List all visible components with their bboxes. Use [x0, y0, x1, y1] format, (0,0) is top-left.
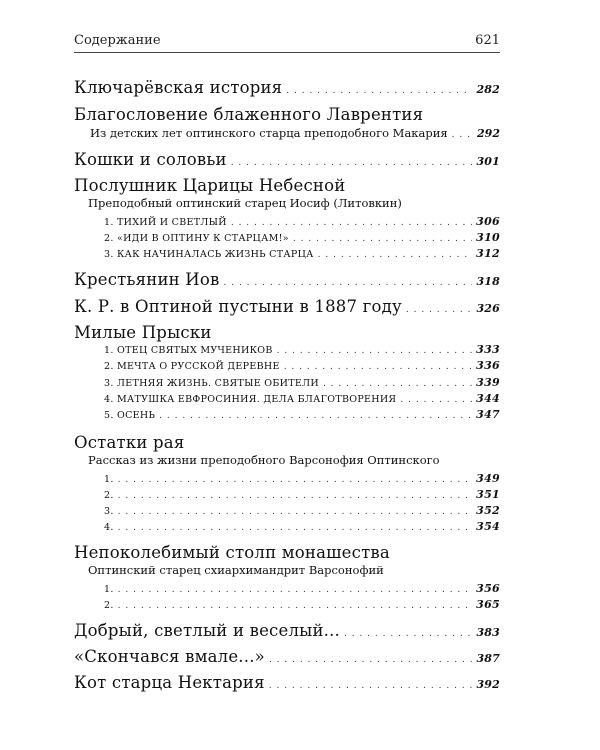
item-page: 352 — [476, 504, 500, 517]
leader-dots — [323, 379, 472, 389]
leader-dots — [159, 411, 472, 421]
item-title: 1. ОТЕЦ СВЯТЫХ МУЧЕНИКОВ — [104, 345, 273, 356]
toc-item[interactable] — [104, 215, 500, 228]
item-title: 5. ОСЕНЬ — [104, 410, 156, 421]
leader-dots — [452, 130, 472, 140]
item-title: 1. ТИХИЙ И СВЕТЛЫЙ — [104, 217, 227, 228]
leader-dots — [400, 395, 472, 405]
leader-dots — [269, 681, 472, 691]
leader-dots — [118, 475, 472, 485]
entry-subtitle: Рассказ из жизни преподобного Варсонофия Оптинского — [88, 453, 440, 467]
leader-dots — [293, 234, 472, 244]
leader-dots — [269, 655, 472, 665]
toc-item[interactable] — [104, 408, 500, 421]
leader-dots — [231, 218, 472, 228]
item-title: 3. ЛЕТНЯЯ ЖИЗНЬ. СВЯТЫЕ ОБИТЕЛИ — [104, 378, 319, 389]
item-page: 356 — [476, 582, 500, 595]
toc-entry[interactable] — [74, 673, 500, 692]
entry-title: Кошки и соловьи — [74, 150, 227, 169]
item-title: 3. КАК НАЧИНАЛАСЬ ЖИЗНЬ СТАРЦА — [104, 249, 314, 260]
entry-page: 392 — [476, 678, 500, 691]
item-page: 347 — [476, 408, 500, 421]
toc-item[interactable] — [104, 488, 500, 501]
toc-entry[interactable] — [74, 433, 500, 452]
entry-title: Добрый, светлый и веселый... — [74, 621, 340, 640]
toc-item[interactable] — [104, 392, 500, 405]
item-page: 349 — [476, 472, 500, 485]
leader-dots — [284, 362, 472, 372]
toc-item[interactable] — [104, 376, 500, 389]
item-title: 4. МАТУШКА ЕВФРОСИНИЯ. ДЕЛА БЛАГОТВОРЕНИЯ — [104, 394, 397, 405]
item-page: 336 — [476, 359, 500, 372]
toc-entry[interactable] — [74, 270, 500, 289]
item-page: 306 — [476, 215, 500, 228]
entry-page: 387 — [476, 652, 500, 665]
toc-item[interactable] — [104, 582, 500, 595]
leader-dots — [118, 507, 472, 517]
toc-entry[interactable] — [74, 78, 500, 97]
entry-subtitle: Оптинский старец схиархимандрит Варсонофий — [88, 563, 384, 577]
entry-page: 326 — [476, 302, 500, 315]
entry-title: Непоколебимый столп монашества — [74, 543, 390, 562]
leader-dots — [231, 158, 472, 168]
item-title: 3. — [104, 506, 114, 517]
item-title: 1. — [104, 584, 114, 595]
entry-title: Милые Прыски — [74, 323, 212, 342]
toc-entry[interactable] — [74, 105, 500, 124]
entry-title: Кот старца Нектария — [74, 673, 265, 692]
toc-item[interactable] — [104, 504, 500, 517]
leader-dots — [286, 86, 472, 96]
leader-dots — [118, 585, 472, 595]
toc-entry[interactable] — [74, 297, 500, 316]
item-title: 2. — [104, 600, 114, 611]
entry-page: 282 — [476, 83, 500, 96]
running-head — [74, 33, 500, 48]
page-number: 621 — [475, 33, 500, 48]
entry-subtitle: Преподобный оптинский старец Иосиф (Литовкин) — [88, 196, 402, 210]
item-page: 351 — [476, 488, 500, 501]
toc-entry[interactable] — [74, 543, 500, 562]
entry-title: Остатки рая — [74, 433, 185, 452]
entry-title: Ключарёвская история — [74, 78, 283, 97]
toc-item[interactable] — [104, 343, 500, 356]
leader-dots — [118, 601, 472, 611]
item-page: 365 — [476, 598, 500, 611]
subentry-title: Из детских лет оптинского старца преподобного Макария — [90, 126, 448, 140]
item-page: 354 — [476, 520, 500, 533]
toc-entry[interactable] — [74, 176, 500, 195]
entry-page: 318 — [476, 275, 500, 288]
leader-dots — [224, 278, 472, 288]
toc-entry[interactable] — [74, 323, 500, 342]
entry-title: Благословение блаженного Лаврентия — [74, 105, 424, 124]
header-rule — [74, 52, 500, 53]
toc-entry[interactable] — [74, 150, 500, 169]
item-page: 333 — [476, 343, 500, 356]
entry-page: 383 — [476, 626, 500, 639]
leader-dots — [406, 305, 472, 315]
entry-page: 301 — [476, 155, 500, 168]
section-title: Содержание — [74, 33, 161, 48]
toc-item[interactable] — [104, 598, 500, 611]
subentry-page: 292 — [477, 127, 500, 140]
toc-item[interactable] — [104, 359, 500, 372]
leader-dots — [344, 629, 472, 639]
item-page: 310 — [476, 231, 500, 244]
item-title: 2. МЕЧТА О РУССКОЙ ДЕРЕВНЕ — [104, 361, 280, 372]
item-page: 339 — [476, 376, 500, 389]
leader-dots — [318, 250, 472, 260]
leader-dots — [118, 523, 472, 533]
toc-item[interactable] — [104, 520, 500, 533]
entry-title: Послушник Царицы Небесной — [74, 176, 346, 195]
entry-title: «Скончався вмале...» — [74, 647, 265, 666]
entry-title: К. Р. в Оптиной пустыни в 1887 году — [74, 297, 402, 316]
item-title: 2. — [104, 490, 114, 501]
leader-dots — [277, 346, 472, 356]
toc-entry[interactable] — [74, 621, 500, 640]
item-page: 312 — [476, 247, 500, 260]
toc-subentry[interactable] — [74, 126, 500, 140]
item-title: 4. — [104, 522, 114, 533]
item-page: 344 — [476, 392, 500, 405]
entry-title: Крестьянин Иов — [74, 270, 220, 289]
toc-item[interactable] — [104, 247, 500, 260]
toc-item[interactable] — [104, 231, 500, 244]
item-title: 1. — [104, 474, 114, 485]
toc-entry[interactable] — [74, 647, 500, 666]
toc-item[interactable] — [104, 472, 500, 485]
leader-dots — [118, 491, 472, 501]
item-title: 2. «ИДИ В ОПТИНУ К СТАРЦАМ!» — [104, 233, 289, 244]
